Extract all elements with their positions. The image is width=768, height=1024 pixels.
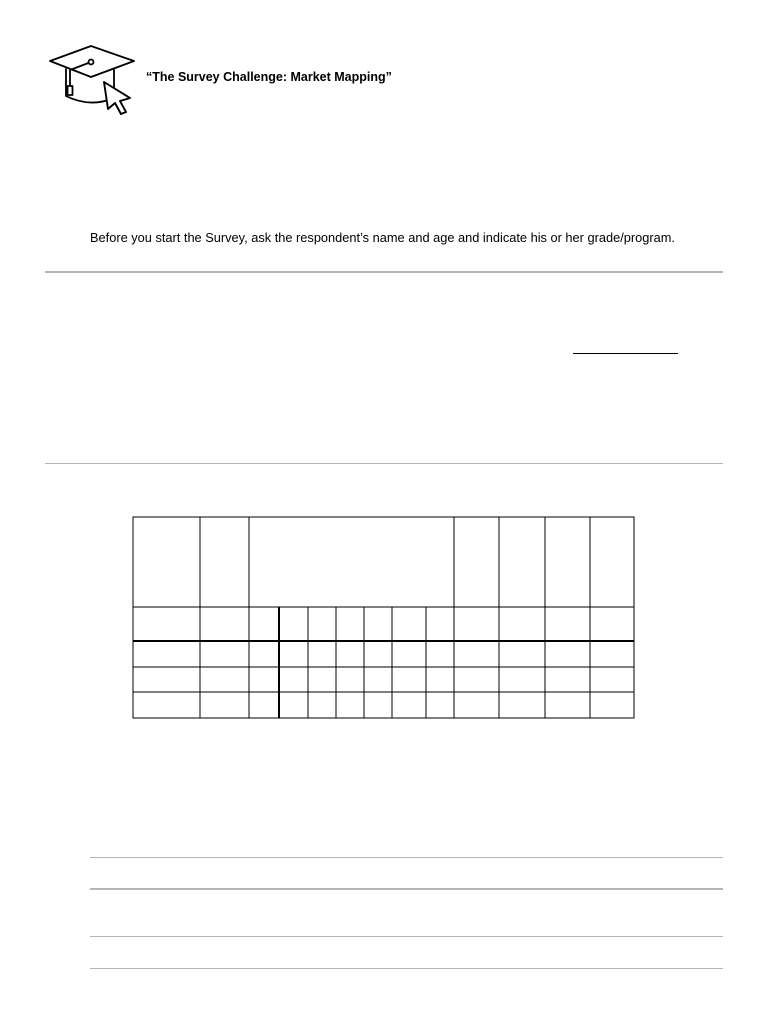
answer-line	[90, 968, 723, 969]
instruction-text: Before you start the Survey, ask the respondent’s name and age and indicate his or her grade/program.	[90, 230, 675, 245]
answer-line	[90, 857, 723, 858]
answer-line	[90, 888, 723, 890]
answer-line	[90, 936, 723, 937]
page-title: “The Survey Challenge: Market Mapping”	[146, 70, 392, 84]
